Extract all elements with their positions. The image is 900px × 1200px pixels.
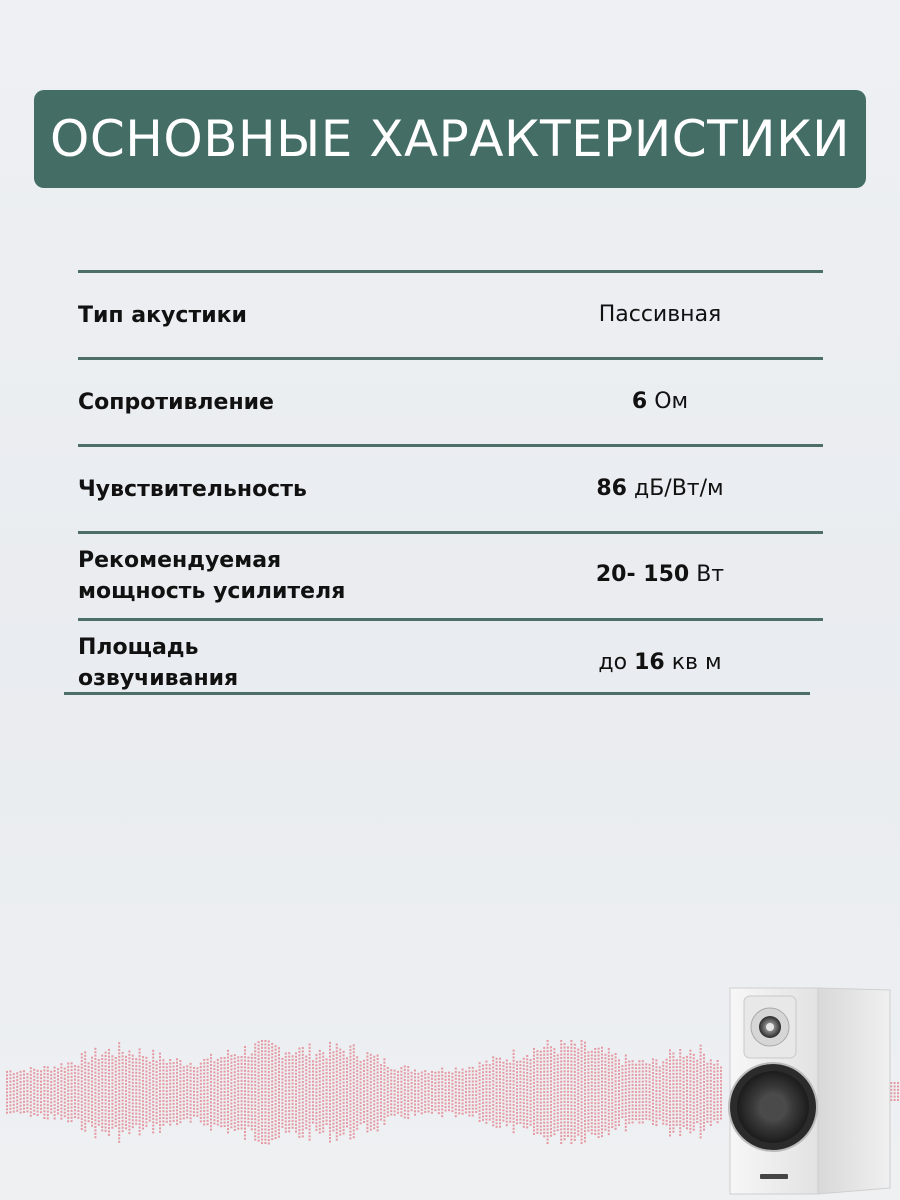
divider: [78, 357, 823, 360]
spec-label-sensitivity: Чувствительность: [78, 477, 307, 502]
value-number: 16: [634, 650, 665, 675]
speaker-image: [718, 982, 900, 1200]
divider: [78, 618, 823, 621]
page-title: ОСНОВНЫЕ ХАРАКТЕРИСТИКИ: [50, 110, 850, 168]
spec-value-impedance: 6 Ом: [631, 389, 689, 414]
divider: [78, 270, 823, 273]
spec-label-area: Площадь озвучивания: [78, 635, 239, 691]
spec-value-type: Пассивная: [598, 302, 722, 327]
divider: [64, 692, 810, 695]
spec-label-impedance: Сопротивление: [78, 390, 274, 415]
value-number: 6: [631, 389, 648, 414]
spec-value-power: 20- 150 Вт: [595, 562, 725, 587]
divider: [78, 531, 823, 534]
divider: [78, 444, 823, 447]
value-number: 86: [596, 476, 627, 501]
spec-value-sensitivity: 86 дБ/Вт/м: [596, 476, 724, 501]
spec-label-type: Тип акустики: [78, 303, 247, 328]
spec-label-power: Рекомендуемая мощность усилителя: [78, 548, 346, 604]
spec-value-area: до 16 кв м: [598, 650, 722, 675]
value-number: 20- 150: [595, 562, 690, 587]
